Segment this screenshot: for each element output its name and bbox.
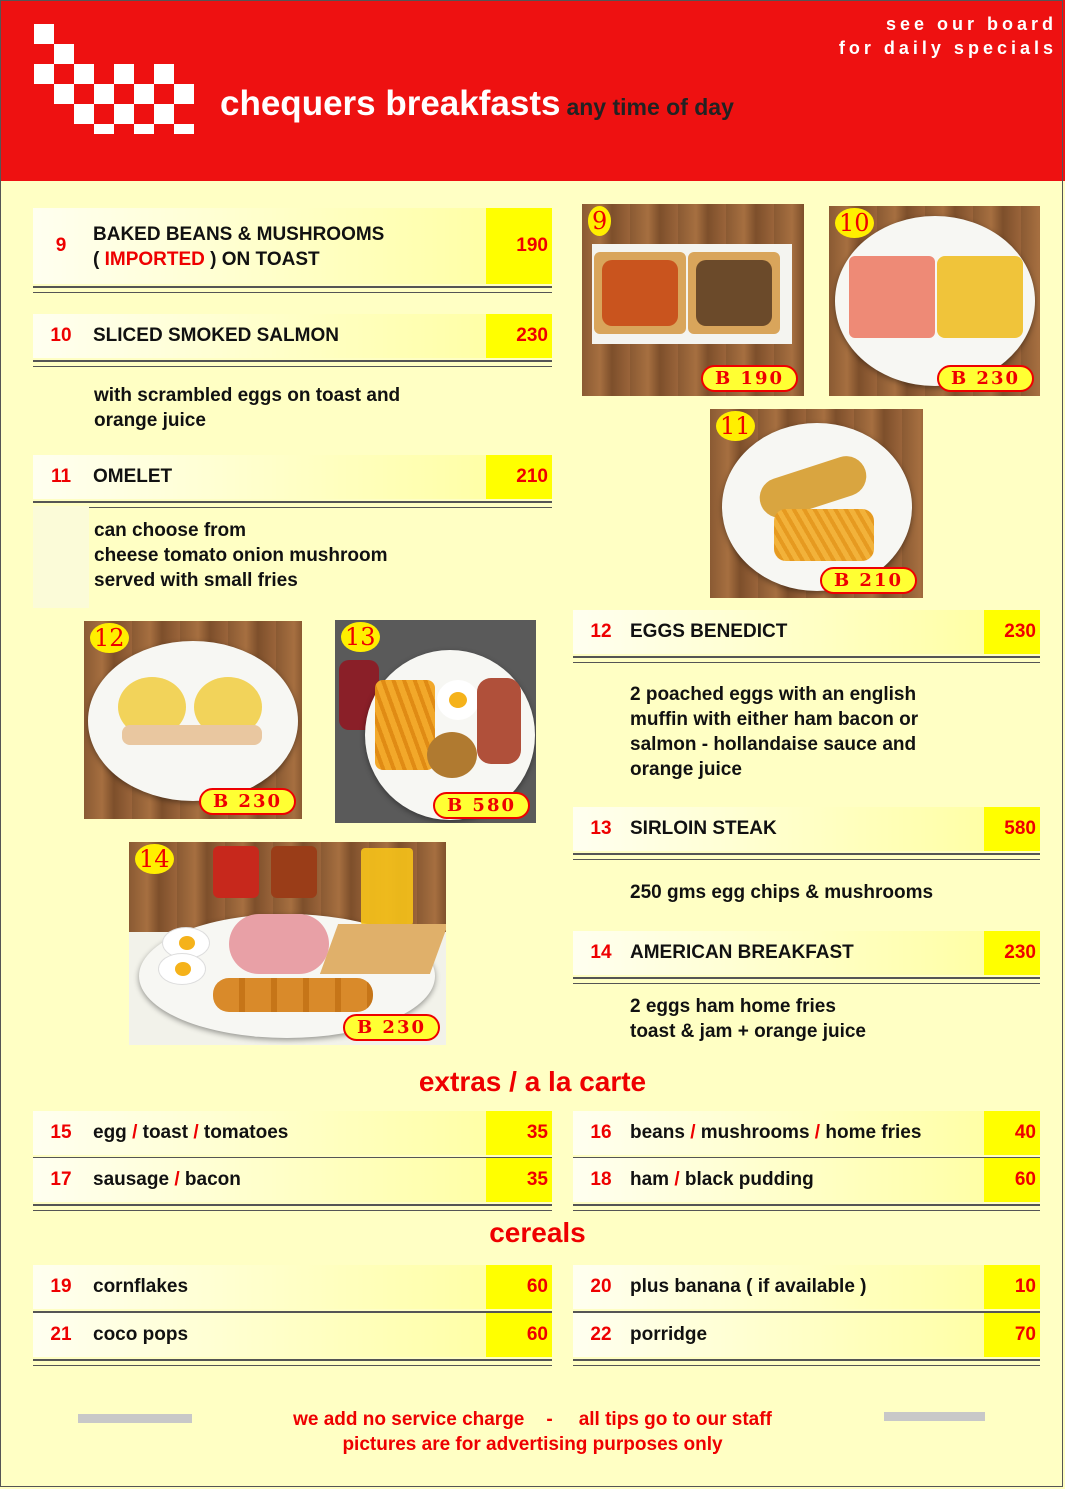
desc-line: muffin with either ham bacon or: [630, 709, 919, 730]
item-name: SIRLOIN STEAK: [630, 818, 777, 839]
photo-price-tag: B 230: [937, 365, 1034, 392]
item-price: 60: [526, 1276, 548, 1297]
item-name: coco pops: [93, 1324, 189, 1345]
item-number: 14: [590, 942, 612, 963]
desc-line: with scrambled eggs on toast and: [94, 385, 401, 406]
item-number: 15: [50, 1122, 72, 1143]
title-text: chequers breakfasts: [220, 84, 561, 123]
slash: /: [674, 1169, 680, 1190]
photo-price-tag: B 210: [820, 567, 917, 594]
option-bacon: bacon: [184, 1169, 241, 1190]
item-name: plus banana ( if available ): [630, 1276, 867, 1297]
photo-number-badge: 14: [135, 844, 174, 874]
tips-note: all tips go to our staff: [578, 1409, 772, 1430]
item-number: 17: [50, 1169, 72, 1190]
item-name: AMERICAN BREAKFAST: [630, 942, 854, 963]
slash: /: [174, 1169, 180, 1190]
item-price: 70: [1014, 1324, 1036, 1345]
extra-item-17: [33, 1158, 552, 1202]
desc-line: 2 eggs ham home fries: [630, 996, 836, 1017]
photo-number-badge: 12: [90, 623, 129, 653]
item-11-description: [94, 518, 387, 593]
item-10-description: [94, 383, 400, 433]
footer-line1: [180, 1407, 885, 1432]
item-price: 60: [1014, 1169, 1036, 1190]
footer-notice: [180, 1407, 885, 1457]
item-number: 12: [590, 621, 612, 642]
item-price: 60: [526, 1324, 548, 1345]
imported-highlight: IMPORTED: [104, 249, 205, 270]
item-price: 580: [1004, 818, 1036, 839]
option-sausage: sausage: [93, 1169, 170, 1190]
desc-line: 250 gms egg chips & mushrooms: [630, 882, 934, 903]
item-number: 22: [590, 1324, 612, 1345]
desc-line: 2 poached eggs with an english: [630, 684, 917, 705]
item-name: SLICED SMOKED SALMON: [93, 325, 339, 346]
item-number: 16: [590, 1122, 612, 1143]
item-name: porridge: [630, 1324, 708, 1345]
item-name: [93, 222, 384, 272]
item-name: [93, 1158, 241, 1202]
desc-line: can choose from: [94, 520, 247, 541]
photo-omelet: [710, 409, 923, 598]
item-name-line2: [93, 247, 384, 272]
photo-price-tag: B 230: [343, 1014, 440, 1041]
option-black-pudding: black pudding: [684, 1169, 814, 1190]
photo-number-badge: 10: [835, 208, 874, 238]
cereal-item-21: [33, 1313, 552, 1357]
photo-eggs-benedict: [84, 621, 302, 819]
item-name: EGGS BENEDICT: [630, 621, 788, 642]
desc-line: salmon - hollandaise sauce and: [630, 734, 917, 755]
photo-american-breakfast: [129, 842, 446, 1045]
desc-line: toast & jam + orange juice: [630, 1021, 866, 1042]
item-price: 10: [1014, 1276, 1036, 1297]
cereal-item-20: [573, 1265, 1040, 1309]
photo-price-tag: B 190: [701, 365, 798, 392]
photo-number-badge: 9: [588, 206, 611, 236]
page-title: [220, 84, 734, 124]
slash: /: [690, 1122, 696, 1143]
item-name: [93, 1111, 288, 1155]
slash: /: [814, 1122, 821, 1143]
desc-line: orange juice: [630, 759, 742, 780]
item-price: 190: [516, 235, 548, 256]
item-name-line1: BAKED BEANS & MUSHROOMS: [93, 224, 385, 245]
menu-item-14: [573, 931, 1040, 975]
item-price: 230: [1004, 621, 1036, 642]
item-14-description: [630, 994, 866, 1044]
item-name: OMELET: [93, 466, 173, 487]
option-toast: toast: [142, 1122, 189, 1143]
desc-line: served with small fries: [94, 570, 298, 591]
cereals-heading: cereals: [489, 1217, 586, 1248]
slash: /: [132, 1122, 138, 1143]
item-number: 10: [50, 325, 72, 346]
item-number: 21: [50, 1324, 72, 1345]
item-number: 19: [50, 1276, 72, 1297]
photo-number-badge: 13: [341, 622, 380, 652]
specials-line1: see our board: [885, 14, 1057, 34]
item-price: 230: [1004, 942, 1036, 963]
item-number: 13: [590, 818, 612, 839]
photo-smoked-salmon: [829, 206, 1040, 396]
item-price: 35: [526, 1169, 548, 1190]
menu-item-12: [573, 610, 1040, 654]
option-tomatoes: tomatoes: [203, 1122, 289, 1143]
specials-line2: for daily specials: [838, 38, 1057, 58]
subtitle-text: any time of day: [566, 94, 734, 120]
photo-sirloin-steak: [335, 620, 536, 823]
menu-item-10: [33, 314, 552, 358]
footer-separator: -: [546, 1409, 553, 1430]
item-name: cornflakes: [93, 1276, 189, 1297]
option-beans: beans: [630, 1122, 685, 1143]
item-name: [630, 1111, 921, 1155]
item-name: [630, 1158, 814, 1202]
photo-price-tag: B 230: [199, 788, 296, 815]
item-price: 35: [526, 1122, 548, 1143]
item-price: 230: [516, 325, 548, 346]
option-mushrooms: mushrooms: [700, 1122, 810, 1143]
menu-item-9: [33, 208, 552, 284]
photo-beans-mushrooms-toast: [582, 204, 804, 396]
extra-item-15: [33, 1111, 552, 1155]
item-price: 40: [1014, 1122, 1036, 1143]
item-number: 20: [590, 1276, 612, 1297]
name-suffix: ) ON TOAST: [204, 249, 320, 270]
extras-heading: extras / a la carte: [418, 1066, 647, 1097]
daily-specials-note: [839, 12, 1057, 60]
cereal-item-22: [573, 1313, 1040, 1357]
menu-item-13: [573, 807, 1040, 851]
option-egg: egg: [93, 1122, 127, 1143]
option-ham: ham: [630, 1169, 670, 1190]
item-number: 11: [50, 466, 72, 487]
extra-item-16: [573, 1111, 1040, 1155]
item-number: 9: [55, 235, 67, 256]
footer-line2: pictures are for advertising purposes only: [342, 1434, 723, 1455]
footer-bar-right: [884, 1412, 985, 1421]
item-11-side-panel: [33, 506, 89, 608]
option-home-fries: home fries: [825, 1122, 922, 1143]
cereal-item-19: [33, 1265, 552, 1309]
desc-line: cheese tomato onion mushroom: [94, 545, 388, 566]
item-13-description: [630, 880, 933, 905]
desc-line: orange juice: [94, 410, 206, 431]
footer-bar-left: [78, 1414, 192, 1423]
item-12-description: [630, 682, 918, 782]
photo-number-badge: 11: [716, 411, 755, 441]
extra-item-18: [573, 1158, 1040, 1202]
photo-price-tag: B 580: [433, 792, 530, 819]
no-service-charge: we add no service charge: [293, 1409, 525, 1430]
item-number: 18: [590, 1169, 612, 1190]
name-prefix: (: [93, 249, 105, 270]
slash: /: [193, 1122, 199, 1143]
menu-item-11: [33, 455, 552, 499]
header-banner: [0, 0, 1065, 181]
item-price: 210: [516, 466, 548, 487]
